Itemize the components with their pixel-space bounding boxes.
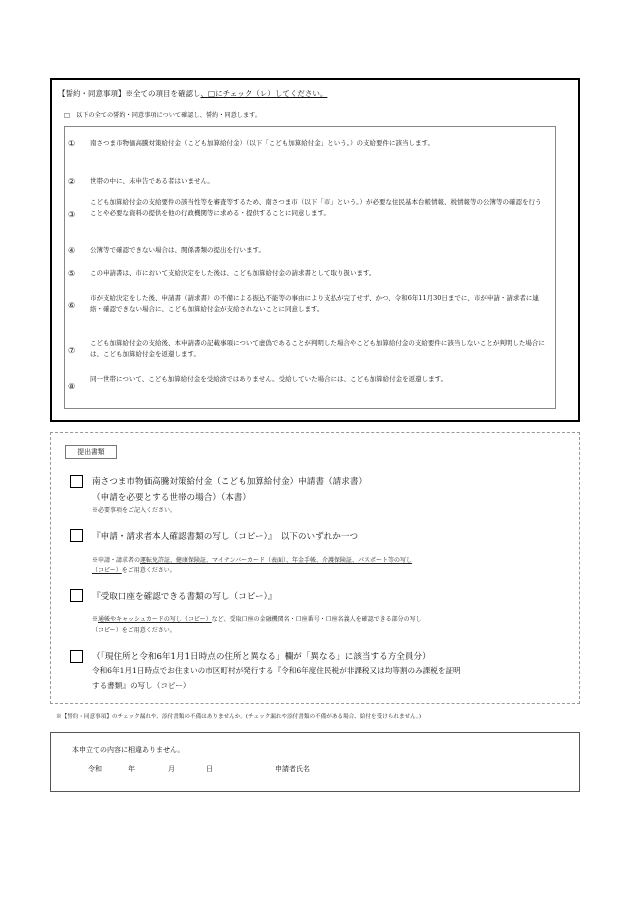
pledge-header: 【誓約・同意事項】※全ての項目を確認し、□にチェック（レ）してください。 — [58, 89, 328, 98]
declaration-text: 本申立ての内容に相違ありません。 — [72, 746, 185, 754]
doc4-line3: する書類』の写し（コピー） — [92, 681, 191, 690]
doc2-checkbox[interactable] — [70, 529, 83, 542]
check-reminder-note: ※【誓約・同意事項】のチェック漏れや、添付書類の不備はありませんか。(チェック漏れや添付書類の不備がある場合、給付を受けられません。) — [56, 714, 422, 720]
doc2-title: 『申請・請求者本人確認書類の写し（コピー）』 以下のいずれか一つ — [92, 532, 359, 542]
doc2-note: ※申請・請求者の運転免許証、健康保険証、マイナンバーカード（表面）、年金手帳、介護保険証、パスポート等の写し — [92, 557, 413, 564]
date-day-label: 日 — [206, 765, 213, 773]
declaration-box — [50, 732, 580, 792]
date-year-label: 年 — [128, 765, 135, 773]
doc3-title: 『受取口座を確認できる書類の写し（コピー）』 — [92, 592, 277, 602]
doc1-note: ※必要事項をご記入ください。 — [92, 507, 177, 514]
doc3-note-line2: （コピー）をご用意ください。 — [92, 627, 176, 634]
doc3-note: ※通帳やキャッシュカードの写し（コピー）など、受取口座の金融機関名・口座番号・口座名義人を確認できる部分の写し — [92, 616, 422, 623]
pledge-agree-checkbox-line[interactable]: □ 以下の全ての誓約・同意事項について確認し、誓約・同意します。 — [64, 112, 262, 119]
submission-docs-label: 提出書類 — [65, 445, 117, 459]
applicant-name-label: 申請者氏名 — [275, 765, 310, 773]
doc4-checkbox[interactable] — [70, 650, 83, 663]
date-era-label: 令和 — [88, 765, 102, 773]
doc1-title: 南さつま市物価高騰対策給付金（こども加算給付金）申請書（請求書） — [92, 477, 368, 487]
doc2-note-line2: （コピー）をご用意ください。 — [92, 567, 176, 574]
date-month-label: 月 — [168, 765, 175, 773]
doc3-checkbox[interactable] — [70, 589, 83, 602]
doc4-line2: 令和6年1月1日時点でお住まいの市区町村が発行する『令和6年度住民税が非課税又は均等割のみ課税を証明 — [92, 666, 461, 675]
doc1-checkbox[interactable] — [70, 475, 83, 488]
doc1-subtitle: （申請を必要とする世帯の場合）（本書） — [92, 493, 251, 503]
doc4-title: （「現住所と令和6年1月1日時点の住所と異なる」欄が「異なる」に該当する方全員分） — [92, 652, 431, 662]
